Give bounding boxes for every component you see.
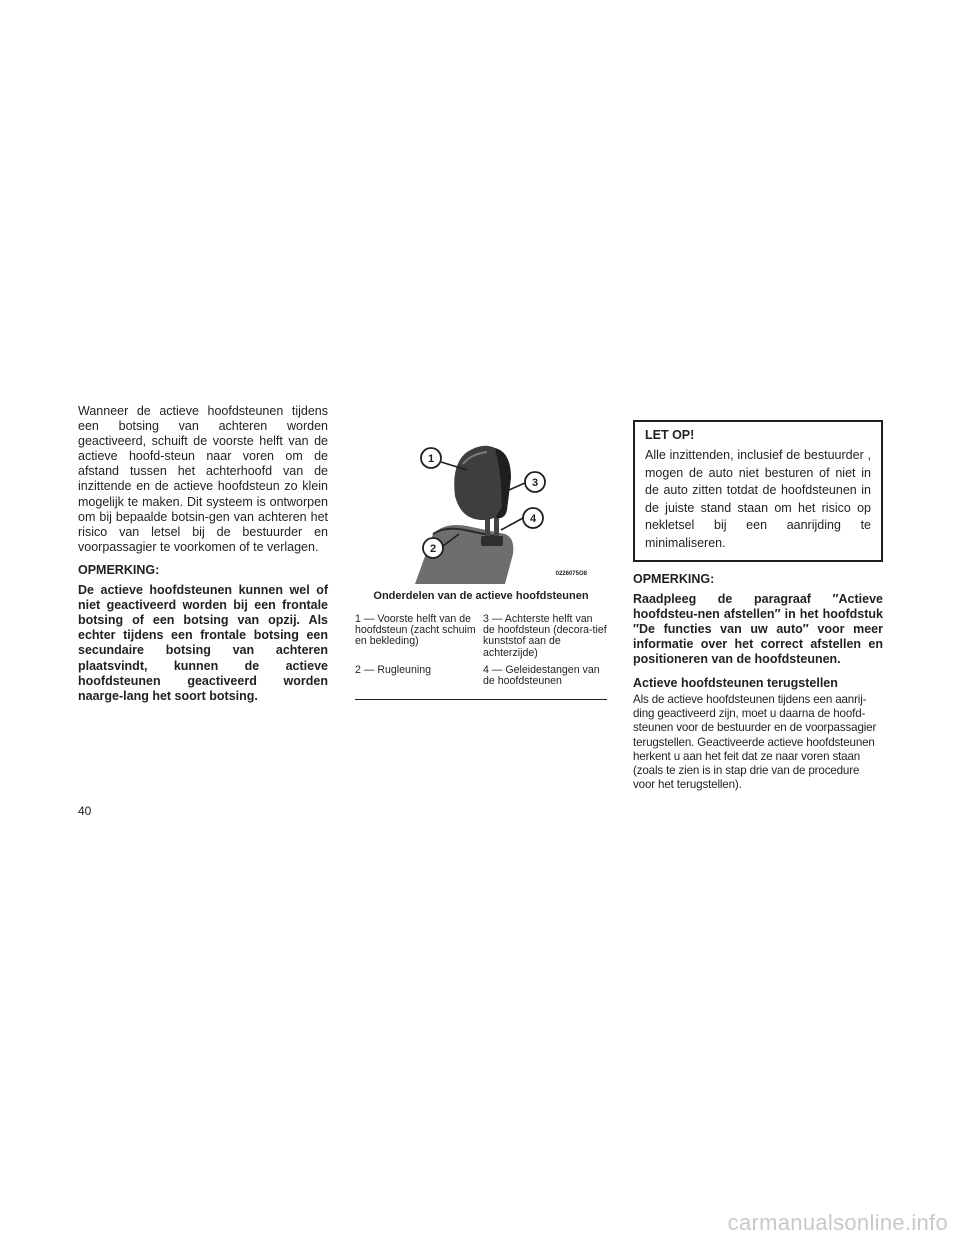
callout-2: 2	[429, 543, 437, 555]
rod-collar	[481, 536, 503, 546]
leader-line-4	[501, 518, 523, 530]
legend-item: 4 — Geleidestangen van de hoofdsteunen	[483, 663, 600, 688]
intro-paragraph: Wanneer de actieve hoofdsteunen tijdens een botsing van achteren worden geactiveerd, schuift de voorste helft van de actieve hoofd-steun naar voren om de afstand tussen het achterhoofd van de inzittende en de actieve hoofdsteun zo klein mogelijk te maken. Dit systeem is ontworpen om bij bepaalde botsin-gen van achteren het risico van letsel bij de bestuurder en voorpassagier te voorkomen of te verlagen.	[78, 404, 328, 554]
note-heading-right: OPMERKING:	[633, 571, 715, 586]
section-text: Als de actieve hoofdsteunen tijdens een aanrij-ding geactiveerd zijn, moet u daarna de hoofd-steunen voor de bestuurder en de voorpassagier terugstellen. Geactiveerde actieve hoofdsteunen herkent u aan het feit dat ze naar voren staan (zoals te zien is in stap drie van de procedure voor het terugstellen).	[633, 693, 877, 791]
headrest-figure	[355, 404, 607, 584]
warning-box	[633, 420, 883, 562]
figure-legend	[355, 614, 607, 693]
left-column	[78, 404, 328, 704]
legend-item: 2 — Rugleuning	[355, 663, 431, 676]
watermark: carmanualsonline.info	[727, 1210, 948, 1235]
legend-item: 1 — Voorste helft van de hoofdsteun (zacht schuim en bekleding)	[355, 613, 476, 648]
callout-3: 3	[531, 477, 539, 489]
page-number: 40	[78, 804, 92, 818]
figure-column	[355, 404, 607, 700]
note-heading: OPMERKING:	[78, 562, 160, 577]
note-text: De actieve hoofdsteunen kunnen wel of niet geactiveerd worden bij een frontale botsing of een botsing van opzij. Als echter tijdens een frontale botsing een secundaire botsing van achteren plaatsvindt, kunnen de actieve hoofdsteunen geactiveerd worden naarge-lang het soort botsing.	[78, 583, 328, 703]
warning-text: Alle inzittenden, inclusief de bestuurder , mogen de auto niet besturen of niet in de auto zitten totdat de hoofdsteunen in de juiste stand staan om het risico op nekletsel bij een aanrijding te minimaliseren.	[645, 448, 871, 550]
legend-item: 3 — Achterste helft van de hoofdsteun (decora-tief kunststof aan de achterzijde)	[483, 613, 607, 659]
figure-code: 0226075O8	[555, 571, 587, 577]
callout-1: 1	[427, 453, 435, 465]
figure-divider	[355, 699, 607, 700]
callout-4: 4	[529, 513, 537, 525]
headrest-front-half	[454, 446, 503, 520]
figure-caption: Onderdelen van de actieve hoofdsteunen	[373, 590, 589, 602]
headrest-illustration	[355, 404, 607, 584]
right-column	[633, 420, 883, 792]
warning-title: LET OP!	[645, 428, 695, 442]
note-text-right: Raadpleeg de paragraaf ″Actieve hoofdsteu-nen afstellen″ in het hoofdstuk ″De functies van uw auto″ voor meer informatie over het correct afstellen en positioneren van de hoofdsteunen.	[633, 591, 883, 667]
section-heading: Actieve hoofdsteunen terugstellen	[633, 676, 838, 691]
